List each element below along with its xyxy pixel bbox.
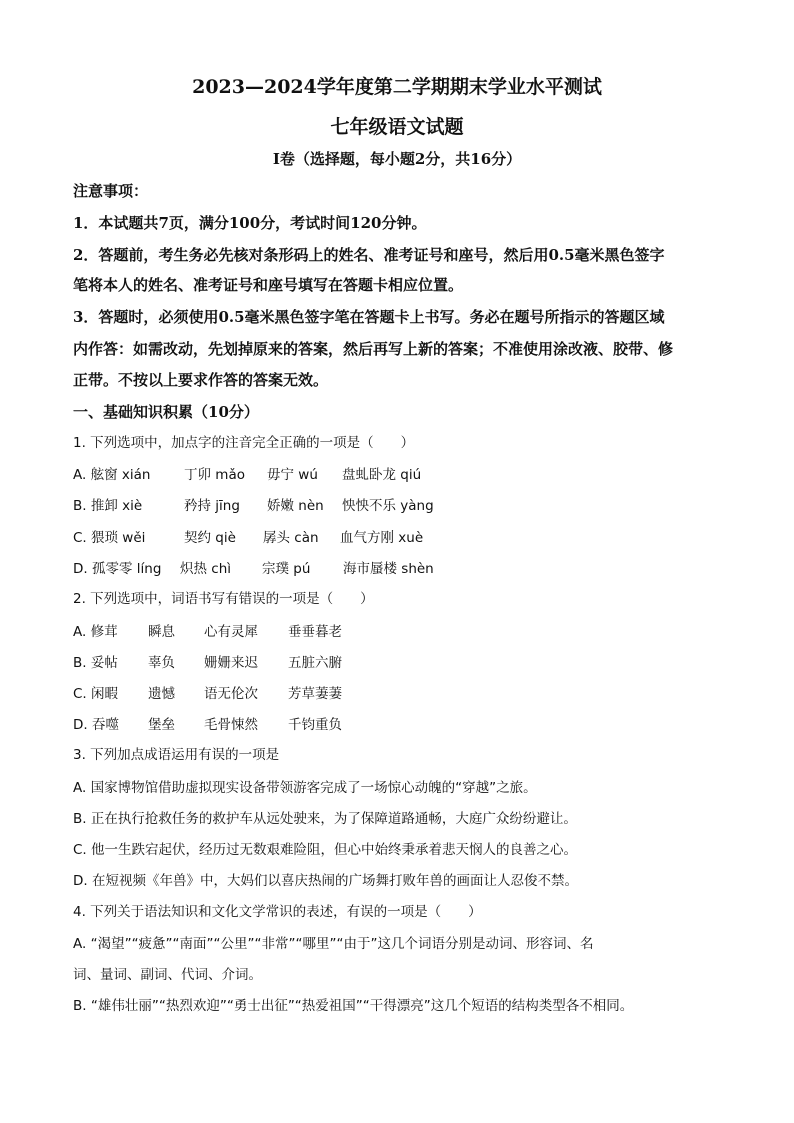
q3-option-d: D. 在短视频《年兽》中，大妈们以喜庆热闹的广场舞打败年兽的画面让人忍俊不禁。 [73, 873, 578, 889]
q2-a-item-2: 瞬息 [148, 624, 175, 640]
exam-subtitle: 七年级语文试题 [330, 116, 464, 138]
note-line-4: 3．答题时，必须使用0.5毫米黑色签字笔在答题卡上书写。务必在题号所指示的答题区域 [73, 308, 665, 326]
q2-d-item-4: 千钧重负 [288, 717, 342, 733]
note-line-2: 2．答题前，考生务必先核对条形码上的姓名、准考证号和座号，然后用0.5毫米黑色签字 [73, 246, 665, 264]
q2-a-item-1: A. 修茸 [73, 624, 118, 640]
q1-d-item-2: 炽热 chì [180, 561, 232, 577]
q4-option-b: B. “雄伟壮丽”“热烈欢迎”“勇士出征”“热爱祖国”“干得漂亮”这几个短语的结构类型各不相同。 [73, 998, 634, 1014]
q2-c-item-2: 遗憾 [148, 686, 175, 702]
note-line-5: 内作答：如需改动，先划掉原来的答案，然后再写上新的答案；不准使用涂改液、胶带、修 [73, 340, 674, 358]
q1-b-item-3: 娇嫩 nèn [267, 498, 324, 514]
q1-c-item-2: 契约 qiè [184, 530, 236, 546]
exam-title: 2023—2024学年度第二学期期末学业水平测试 [192, 76, 602, 98]
q3-option-a: A. 国家博物馆借助虚拟现实设备带领游客完成了一场惊心动魄的“穿越”之旅。 [73, 780, 537, 796]
q2-d-item-2: 堡垒 [148, 717, 175, 733]
question-4-stem: 4. 下列关于语法知识和文化文学常识的表述，有误的一项是（ ） [73, 904, 482, 920]
note-line-6: 正带。不按以上要求作答的答案无效。 [73, 371, 329, 389]
q1-a-item-3: 毋宁 wú [267, 467, 318, 483]
q1-c-item-3: 孱头 càn [263, 530, 319, 546]
q3-option-c: C. 他一生跌宕起伏，经历过无数艰难险阻，但心中始终秉承着悲天悯人的良善之心。 [73, 842, 578, 858]
note-line-1: 1．本试题共7页，满分100分，考试时间120分钟。 [73, 214, 427, 232]
q3-option-b: B. 正在执行抢救任务的救护车从远处驶来，为了保障道路通畅，大庭广众纷纷避让。 [73, 811, 577, 827]
q1-b-item-1: B. 推卸 xiè [73, 498, 143, 514]
q2-d-item-3: 毛骨悚然 [204, 717, 258, 733]
q2-b-item-2: 辜负 [148, 655, 175, 671]
q1-d-item-3: 宗璞 pú [262, 561, 311, 577]
question-3-stem: 3. 下列加点成语运用有误的一项是 [73, 747, 280, 763]
q2-b-item-3: 姗姗来迟 [204, 655, 258, 671]
q1-b-item-4: 怏怏不乐 yàng [342, 498, 434, 514]
q1-a-item-4: 盘虬卧龙 qiú [342, 467, 422, 483]
q2-a-item-4: 垂垂暮老 [288, 624, 342, 640]
note-line-3: 笔将本人的姓名、准考证号和座号填写在答题卡相应位置。 [73, 276, 464, 294]
q2-c-item-1: C. 闲暇 [73, 686, 119, 702]
q1-c-item-1: C. 猥琐 wěi [73, 530, 146, 546]
notes-heading: 注意事项： [73, 182, 149, 200]
q1-d-item-1: D. 孤零零 líng [73, 561, 162, 577]
question-1-stem: 1. 下列选项中，加点字的注音完全正确的一项是（ ） [73, 435, 415, 451]
q1-d-item-4: 海市蜃楼 shèn [343, 561, 434, 577]
q1-b-item-2: 矜持 jīng [184, 498, 240, 514]
q2-d-item-1: D. 吞噬 [73, 717, 119, 733]
q2-b-item-1: B. 妥帖 [73, 655, 118, 671]
part-heading: Ⅰ卷（选择题，每小题2分，共16分） [272, 150, 522, 168]
q1-a-item-2: 丁卯 mǎo [184, 467, 245, 483]
q2-a-item-3: 心有灵犀 [204, 624, 258, 640]
section-heading: 一、基础知识积累（10分） [73, 403, 259, 421]
q2-c-item-3: 语无伦次 [204, 686, 258, 702]
question-2-stem: 2. 下列选项中，词语书写有错误的一项是（ ） [73, 591, 374, 607]
q1-a-item-1: A. 舷窗 xián [73, 467, 151, 483]
q2-b-item-4: 五脏六腑 [288, 655, 342, 671]
q1-c-item-4: 血气方刚 xuè [340, 530, 424, 546]
q4-option-a-line-2: 词、量词、副词、代词、介词。 [73, 967, 262, 983]
q2-c-item-4: 芳草萋萋 [288, 686, 342, 702]
q4-option-a-line-1: A. “渴望”“疲惫”“南面”“公里”“非常”“哪里”“由于”这几个词语分别是动词、形容词、名 [73, 936, 594, 952]
